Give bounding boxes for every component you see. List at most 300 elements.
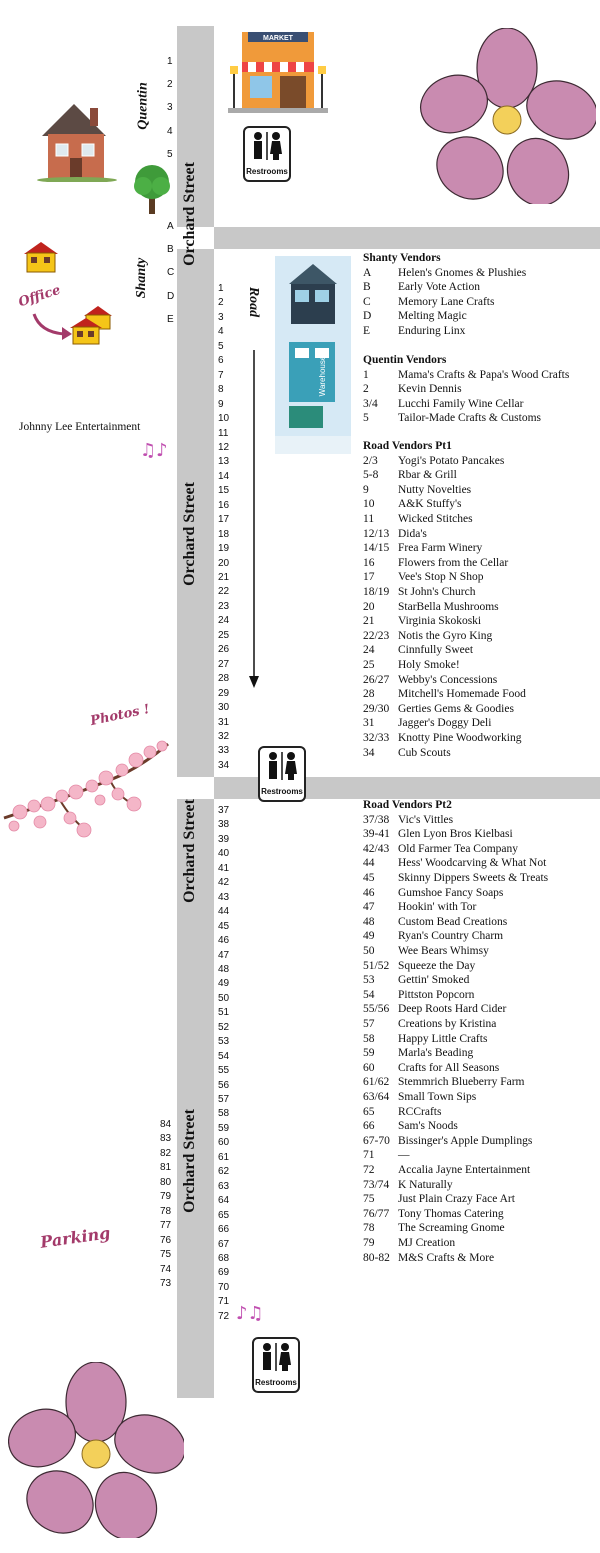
vendor-row — [363, 1135, 532, 1147]
vendor-lot-id: 20 — [363, 600, 375, 613]
vendor-lot-id: 5-8 — [363, 469, 379, 482]
vendor-name: Stemmrich Blueberry Farm — [398, 1076, 525, 1089]
vendor-lot-id: 75 — [363, 1193, 375, 1206]
shanty-lot-letter: B — [167, 244, 174, 256]
parking-side-lot-number: 80 — [160, 1176, 172, 1188]
vendor-name: Cub Scouts — [398, 746, 451, 759]
vendor-row — [363, 469, 457, 481]
vendor-lot-id: 72 — [363, 1164, 375, 1176]
road-lot-number: 32 — [218, 730, 230, 742]
road-lot-number: 23 — [218, 600, 230, 612]
road-lot-number: 14 — [218, 470, 230, 482]
vendor-row — [363, 369, 569, 381]
music-notes-icon: ♪♫ — [236, 1303, 264, 1324]
vendor-name: Enduring Linx — [398, 325, 466, 337]
vendor-lot-id: 18/19 — [363, 586, 390, 598]
parking-side-lot-number: 75 — [160, 1249, 172, 1261]
vendor-row — [363, 901, 476, 913]
vendor-lot-id: 5 — [363, 412, 369, 425]
road-lot-number: 47 — [218, 949, 230, 961]
vendor-name: Mama's Crafts & Papa's Wood Crafts — [398, 368, 570, 381]
road-lot-number: 37 — [218, 805, 230, 816]
vendor-row — [363, 1252, 494, 1264]
vendor-row — [363, 1149, 410, 1161]
warehouse-sign: Warehouse — [318, 355, 327, 397]
vendor-lot-id: 51/52 — [363, 959, 390, 972]
vendor-name: Happy Little Crafts — [398, 1032, 488, 1045]
restroom-figures — [245, 128, 289, 162]
quentin-lot-number: 4 — [167, 125, 173, 137]
vendor-lot-id: 53 — [363, 974, 375, 987]
vendor-lot-id: 57 — [363, 1018, 375, 1030]
vendor-lot-id: C — [363, 295, 371, 308]
vendor-row — [363, 814, 453, 826]
vendor-row — [363, 1237, 455, 1249]
quentin-lot-number: 5 — [167, 148, 173, 160]
flower-top-right-icon — [418, 28, 596, 204]
vendor-lot-id: 61/62 — [363, 1076, 390, 1089]
vendor-lot-id: 25 — [363, 659, 375, 671]
vendor-row — [363, 688, 526, 700]
vendor-row — [363, 1091, 476, 1103]
vendor-name: Wicked Stitches — [398, 513, 473, 525]
road-lot-number: 67 — [218, 1238, 230, 1250]
road-lot-number: 62 — [218, 1166, 230, 1178]
vendor-lot-id: 63/64 — [363, 1091, 390, 1103]
road-lot-number: 46 — [218, 935, 230, 947]
parking-side-lot-number: 76 — [160, 1234, 172, 1246]
vendor-name: Knotty Pine Woodworking — [398, 732, 522, 744]
road-lot-number: 9 — [218, 398, 224, 410]
road-lot-number: 20 — [218, 557, 230, 569]
vendor-row — [363, 1106, 441, 1118]
vendor-lot-id: 32/33 — [363, 732, 390, 744]
vendor-lot-id: 47 — [363, 901, 375, 914]
road-lot-number: 13 — [218, 456, 230, 468]
vendor-row — [363, 1003, 506, 1015]
road-lot-number: 44 — [218, 906, 230, 918]
vendor-lot-id: A — [363, 266, 372, 279]
road-lot-number: 42 — [218, 877, 230, 889]
vendor-lot-id: 66 — [363, 1120, 375, 1133]
road-lot-number: 6 — [218, 355, 224, 367]
road-lot-number: 49 — [218, 978, 230, 990]
vendor-name: Gerties Gems & Goodies — [398, 702, 514, 715]
market-sign: MARKET — [263, 35, 293, 42]
vendor-name: Skinny Dippers Sweets & Treats — [398, 872, 549, 884]
vendor-row — [363, 1062, 499, 1074]
shanty-lot-letter: E — [167, 313, 174, 325]
quentin-label: Quentin — [135, 82, 151, 130]
vendor-name: Hookin' with Tor — [398, 901, 477, 914]
vendor-lot-id: 65 — [363, 1105, 375, 1118]
vendor-name: Sam's Noods — [398, 1120, 458, 1133]
cherry-blossom-branch-icon — [0, 738, 172, 848]
road-lot-number: 60 — [218, 1137, 230, 1149]
vendor-lot-id: 2/3 — [363, 454, 378, 467]
vendor-lot-id: 46 — [363, 886, 375, 899]
parking-side-lot-number: 74 — [160, 1263, 172, 1275]
vendor-name: Bissinger's Apple Dumplings — [398, 1134, 533, 1147]
road-lot-number: 21 — [218, 572, 230, 583]
road-lot-number: 57 — [218, 1094, 230, 1105]
vendor-row — [363, 1179, 453, 1191]
road-lot-number: 63 — [218, 1180, 230, 1192]
restroom-icon — [258, 746, 306, 802]
vendor-name: Creations by Kristina — [398, 1018, 497, 1030]
parking-side-lot-number: 84 — [160, 1119, 172, 1130]
vendor-lot-id: 37/38 — [363, 813, 390, 826]
road-lot-number: 31 — [218, 716, 230, 728]
road-lot-number: 27 — [218, 658, 230, 670]
road-lot-number: 11 — [218, 427, 229, 439]
vendor-lot-id: 16 — [363, 556, 375, 569]
vendor-name: Squeeze the Day — [398, 959, 476, 972]
road-lot-number: 22 — [218, 586, 230, 598]
vendor-row — [363, 542, 482, 554]
cross-street-top — [214, 227, 600, 249]
vendor-row — [363, 930, 503, 942]
vendor-name: — — [398, 1149, 410, 1162]
road-lot-number: 52 — [218, 1021, 230, 1033]
vendor-row — [363, 383, 462, 395]
shanty-lot-letter: C — [167, 267, 175, 279]
vendor-section-title: Road Vendors Pt1 — [363, 440, 452, 452]
vendor-lot-id: 3/4 — [363, 397, 378, 410]
road-lot-number: 24 — [218, 615, 230, 627]
vendor-lot-id: 24 — [363, 644, 375, 657]
vendor-row — [363, 674, 497, 686]
vendor-lot-id: 31 — [363, 717, 375, 730]
vendor-lot-id: 2 — [363, 383, 369, 396]
vendor-lot-id: 79 — [363, 1237, 375, 1249]
road-lot-number: 45 — [218, 920, 230, 932]
vendor-name: Lucchi Family Wine Cellar — [398, 397, 524, 410]
vendor-name: Dida's — [398, 527, 427, 540]
vendor-row — [363, 325, 465, 337]
road-lot-number: 69 — [218, 1267, 230, 1279]
vendor-row — [363, 945, 489, 957]
road-lot-number: 33 — [218, 745, 230, 757]
office-label: Office — [16, 282, 63, 311]
vendor-row — [363, 1018, 496, 1030]
restroom-label: Restrooms — [261, 787, 303, 796]
road-lot-number: 30 — [218, 702, 230, 714]
road-lot-number: 68 — [218, 1252, 230, 1264]
vendor-row — [363, 747, 451, 759]
vendor-lot-id: 12/13 — [363, 527, 390, 540]
vendor-row — [363, 1076, 524, 1088]
vendor-lot-id: 17 — [363, 571, 375, 584]
vendor-name: St John's Church — [398, 586, 476, 598]
vendor-name: Jagger's Doggy Deli — [398, 717, 492, 730]
vendor-lot-id: 71 — [363, 1149, 375, 1162]
vendor-name: Hess' Woodcarving & What Not — [398, 857, 547, 870]
vendor-lot-id: 48 — [363, 915, 375, 928]
parking-side-lot-number: 77 — [160, 1220, 172, 1232]
road-lot-number: 15 — [218, 485, 230, 497]
road-lot-number: 25 — [218, 629, 230, 641]
parking-side-lot-number: 83 — [160, 1133, 172, 1145]
road-lot-number: 71 — [218, 1296, 230, 1308]
road-lot-number: 58 — [218, 1108, 230, 1120]
vendor-row — [363, 872, 548, 884]
road-lot-number: 26 — [218, 644, 230, 656]
road-lot-number: 54 — [218, 1050, 230, 1062]
vendor-name: Helen's Gnomes & Plushies — [398, 266, 527, 279]
vendor-lot-id: 22/23 — [363, 629, 390, 642]
entertainment-label: Johnny Lee Entertainment — [19, 421, 141, 433]
vendor-row — [363, 630, 492, 642]
road-lot-number: 43 — [218, 891, 230, 903]
road-lot-number: 59 — [218, 1122, 230, 1134]
vendor-lot-id: 10 — [363, 498, 375, 511]
vendor-lot-id: 58 — [363, 1032, 375, 1045]
vendor-lot-id: 50 — [363, 945, 375, 957]
road-lot-number: 3 — [218, 311, 224, 323]
vendor-name: Cinnfully Sweet — [398, 644, 474, 657]
vendor-lot-id: 80-82 — [363, 1251, 390, 1264]
music-notes-icon: ♫♪ — [140, 440, 168, 461]
vendor-name: Tony Thomas Catering — [398, 1207, 504, 1220]
road-lot-number: 41 — [218, 862, 230, 874]
road-lot-number: 1 — [218, 283, 224, 294]
vendor-lot-id: 73/74 — [363, 1178, 390, 1191]
vendor-row — [363, 974, 469, 986]
vendor-name: Vic's Vittles — [398, 813, 454, 826]
parking-side-lot-number: 81 — [160, 1162, 172, 1174]
vendor-name: Custom Bead Creations — [398, 915, 508, 928]
vendor-lot-id: 67-70 — [363, 1134, 390, 1147]
vendor-name: Holy Smoke! — [398, 659, 460, 671]
vendor-name: Small Town Sips — [398, 1091, 477, 1103]
vendor-row — [363, 857, 546, 869]
road-lot-number: 34 — [218, 759, 230, 771]
vendor-row — [363, 528, 427, 540]
vendor-name: Notis the Gyro King — [398, 629, 493, 642]
vendor-row — [363, 1222, 505, 1234]
road-lot-number: 50 — [218, 992, 230, 1004]
vendor-name: Just Plain Crazy Face Art — [398, 1193, 515, 1206]
vendor-lot-id: 11 — [363, 513, 375, 525]
vendor-section-title: Shanty Vendors — [363, 252, 441, 264]
vendor-name: A&K Stuffy's — [398, 498, 462, 511]
parking-side-lot-number: 78 — [160, 1205, 172, 1217]
vendor-name: Gettin' Smoked — [398, 974, 470, 987]
road-lot-number: 56 — [218, 1079, 230, 1091]
road-lot-number: 12 — [218, 441, 230, 453]
vendor-lot-id: 21 — [363, 615, 375, 628]
vendor-lot-id: 55/56 — [363, 1003, 390, 1016]
restroom-figures — [260, 748, 304, 782]
parking-side-lot-number: 82 — [160, 1147, 172, 1159]
vendor-name: Gumshoe Fancy Soaps — [398, 886, 504, 899]
vendor-lot-id: 1 — [363, 368, 369, 381]
vendor-name: Mitchell's Homemade Food — [398, 688, 526, 701]
vendor-lot-id: E — [363, 325, 371, 337]
vendor-lot-id: 78 — [363, 1222, 375, 1235]
vendor-lot-id: 44 — [363, 857, 375, 870]
vendor-row — [363, 1164, 530, 1176]
vendor-row — [363, 887, 503, 899]
vendor-name: The Screaming Gnome — [398, 1222, 505, 1235]
vendor-name: Kevin Dennis — [398, 383, 462, 396]
vendor-lot-id: 14/15 — [363, 542, 390, 555]
vendor-row — [363, 1208, 504, 1220]
photos-label: Photos ! — [89, 701, 152, 730]
parking-label: Parking — [39, 1223, 112, 1252]
vendor-lot-id: D — [363, 310, 372, 323]
vendor-row — [363, 1033, 487, 1045]
vendor-name: Crafts for All Seasons — [398, 1061, 500, 1074]
restroom-figures — [254, 1339, 298, 1373]
vendor-lot-id: B — [363, 281, 371, 294]
vendor-row — [363, 703, 514, 715]
vendor-lot-id: 49 — [363, 930, 375, 943]
vendor-lot-id: 60 — [363, 1061, 375, 1074]
road-lot-number: 66 — [218, 1224, 230, 1236]
vendor-name: Frea Farm Winery — [398, 542, 483, 555]
vendor-row — [363, 644, 473, 656]
vendor-name: Accalia Jayne Entertainment — [398, 1164, 531, 1176]
vendor-section-title: Quentin Vendors — [363, 354, 447, 366]
road-lot-number: 64 — [218, 1195, 230, 1207]
vendor-row — [363, 412, 541, 424]
road-lot-number: 19 — [218, 543, 230, 555]
vendor-name: Wee Bears Whimsy — [398, 945, 489, 957]
vendor-lot-id: 39-41 — [363, 828, 390, 841]
road-lot-number: 4 — [218, 326, 224, 338]
vendor-name: Old Farmer Tea Company — [398, 842, 519, 855]
warehouse-icon — [275, 256, 351, 454]
vendor-name: M&S Crafts & More — [398, 1251, 495, 1264]
parking-side-lot-number: 79 — [160, 1191, 172, 1203]
vendor-lot-id: 26/27 — [363, 673, 390, 686]
market-icon — [228, 28, 328, 114]
vendor-row — [363, 828, 513, 840]
road-lot-number: 65 — [218, 1209, 230, 1221]
vendor-name: Yogi's Potato Pancakes — [398, 454, 505, 467]
road-lot-number: 28 — [218, 673, 230, 685]
road-lot-number: 38 — [218, 819, 230, 831]
vendor-lot-id: 28 — [363, 688, 375, 701]
road-lot-number: 39 — [218, 833, 230, 845]
road-lot-number: 18 — [218, 528, 230, 540]
vendor-name: Ryan's Country Charm — [398, 930, 504, 943]
orchard-street-label: Orchard Street — [180, 162, 198, 266]
road-lot-number: 17 — [218, 514, 230, 526]
tree-icon — [131, 162, 173, 216]
vendor-row — [363, 601, 499, 613]
road-lot-number: 2 — [218, 297, 224, 309]
vendor-row — [363, 513, 473, 525]
vendor-name: Pittston Popcorn — [398, 988, 475, 1001]
vendor-row — [363, 281, 480, 293]
vendor-lot-id: 29/30 — [363, 702, 390, 715]
vendor-row — [363, 455, 504, 467]
road-lot-number: 70 — [218, 1281, 230, 1293]
road-lot-number: 16 — [218, 499, 230, 511]
vendor-name: Webby's Concessions — [398, 673, 498, 686]
road-label: Road — [246, 286, 262, 318]
vendor-row — [363, 296, 494, 308]
road-lot-number: 40 — [218, 848, 230, 860]
road-lot-number: 29 — [218, 687, 230, 699]
vendor-lot-id: 59 — [363, 1047, 375, 1060]
vendor-name: Rbar & Grill — [398, 469, 457, 482]
vendor-row — [363, 267, 526, 279]
road-lot-number: 53 — [218, 1036, 230, 1048]
road-lot-number: 10 — [218, 413, 230, 425]
restroom-label: Restrooms — [246, 167, 288, 176]
vendor-lot-id: 42/43 — [363, 842, 390, 855]
quentin-lot-number: 2 — [167, 79, 173, 91]
vendor-lot-id: 45 — [363, 872, 375, 884]
vendor-row — [363, 398, 523, 410]
vendor-name: Marla's Beading — [398, 1047, 474, 1060]
vendor-row — [363, 484, 471, 496]
vendor-name: Tailor-Made Crafts & Customs — [398, 412, 542, 425]
vendor-name: Nutty Novelties — [398, 483, 472, 496]
restroom-icon — [243, 126, 291, 182]
vendor-row — [363, 989, 474, 1001]
shanty-lot-letter: A — [167, 221, 174, 232]
vendor-row — [363, 571, 483, 583]
vendor-row — [363, 960, 475, 972]
vendor-row — [363, 916, 507, 928]
vendor-lot-id: 76/77 — [363, 1207, 390, 1220]
vendor-row — [363, 843, 518, 855]
office-arrow-icon — [30, 312, 72, 340]
vendor-name: Deep Roots Hard Cider — [398, 1003, 507, 1016]
vendor-row — [363, 1047, 473, 1059]
quentin-lot-number: 3 — [167, 102, 173, 114]
vendor-row — [363, 1120, 458, 1132]
road-lot-number: 55 — [218, 1065, 230, 1077]
vendor-lot-id: 54 — [363, 988, 375, 1001]
shanty-label: Shanty — [134, 257, 150, 299]
vendor-lot-id: 9 — [363, 483, 369, 496]
vendor-row — [363, 557, 508, 569]
direction-arrow-icon — [248, 350, 260, 688]
road-lot-number: 72 — [218, 1310, 230, 1322]
road-lot-number: 48 — [218, 963, 230, 975]
vendor-name: MJ Creation — [398, 1237, 456, 1249]
vendor-row — [363, 615, 481, 627]
office-houses-icon — [68, 304, 114, 346]
vendor-name: K Naturally — [398, 1178, 453, 1191]
vendor-name: Glen Lyon Bros Kielbasi — [398, 828, 513, 841]
restroom-label: Restrooms — [255, 1378, 297, 1387]
vendor-name: Flowers from the Cellar — [398, 556, 509, 569]
orchard-street-label: Orchard Street — [180, 482, 198, 586]
vendor-name: Memory Lane Crafts — [398, 295, 495, 308]
road-lot-number: 7 — [218, 369, 224, 381]
vendor-lot-id: 34 — [363, 746, 375, 759]
vendor-name: Vee's Stop N Shop — [398, 571, 484, 584]
vendor-name: StarBella Mushrooms — [398, 600, 499, 613]
vendor-section-title: Road Vendors Pt2 — [363, 799, 452, 811]
shanty-house-icon — [22, 240, 60, 274]
quentin-lot-number: 1 — [167, 56, 173, 67]
vendor-name: Melting Magic — [398, 310, 467, 323]
vendor-row — [363, 659, 460, 671]
vendor-name: RCCrafts — [398, 1105, 442, 1118]
road-lot-number: 51 — [218, 1007, 230, 1019]
orchard-street-label: Orchard Street — [180, 1109, 198, 1213]
road-lot-number: 5 — [218, 340, 224, 352]
orchard-street-label: Orchard Street — [180, 799, 198, 903]
